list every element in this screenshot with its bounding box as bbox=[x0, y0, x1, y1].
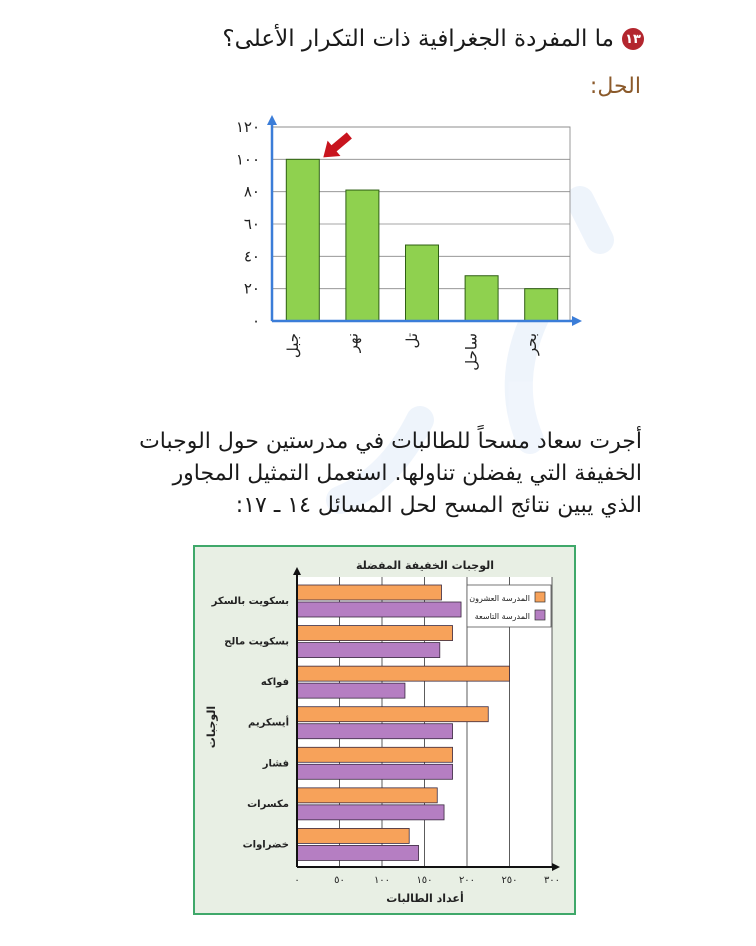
chart2-x-tick-label: ٥٠ bbox=[334, 875, 345, 886]
chart2-bar bbox=[297, 683, 405, 698]
chart1-x-tick-label: ساحل bbox=[462, 333, 481, 371]
chart2-x-tick-label: ١٥٠ bbox=[416, 875, 433, 886]
chart2-y-axis-arrowhead bbox=[293, 567, 301, 575]
chart1-x-ticks bbox=[284, 333, 540, 371]
chart2-bar bbox=[297, 707, 488, 722]
chart2-bar bbox=[297, 805, 444, 820]
chart1-bar bbox=[346, 190, 379, 321]
question-text: ما المفردة الجغرافية ذات التكرار الأعلى؟ bbox=[222, 26, 614, 52]
chart1-bar bbox=[525, 289, 558, 321]
question-line bbox=[222, 26, 644, 52]
chart1-bar bbox=[286, 159, 319, 321]
chart1-y-tick-label: ١٢٠ bbox=[235, 118, 260, 136]
chart1-x-tick-label: تل bbox=[403, 333, 421, 349]
chart2-x-tick-label: ٢٠٠ bbox=[458, 875, 476, 886]
chart1-y-tick-label: ٠ bbox=[251, 312, 260, 330]
chart2-x-tick-label: ٣٠٠ bbox=[543, 875, 561, 886]
chart2-bar bbox=[297, 643, 440, 658]
snacks-double-bar-chart bbox=[195, 547, 574, 913]
chart1-y-tick-label: ١٠٠ bbox=[235, 150, 260, 169]
paragraph-line: الخفيفة التي يفضلن تناولها. استعمل التمثيل المجاور bbox=[172, 461, 642, 486]
landform-bar-chart bbox=[225, 115, 595, 390]
chart2-legend-label: المدرسة العشرون bbox=[469, 594, 530, 603]
chart1-y-tick-label: ٢٠ bbox=[243, 279, 260, 298]
chart1-x-tick-label: بحر bbox=[522, 333, 541, 356]
chart1-bar bbox=[406, 245, 439, 321]
chart2-category-label: بسكويت بالسكر bbox=[211, 596, 289, 607]
chart2-category-label: بسكويت مالح bbox=[224, 636, 289, 648]
chart2-x-tick-label: ٠ bbox=[294, 875, 300, 886]
chart1-y-axis-arrowhead bbox=[267, 115, 277, 125]
chart1-y-tick-label: ٦٠ bbox=[243, 215, 260, 233]
chart2-legend bbox=[467, 585, 551, 627]
chart2-bar bbox=[297, 602, 461, 617]
chart2-bar bbox=[297, 788, 437, 803]
chart2-title: الوجبات الخفيفة المفضلة bbox=[355, 559, 495, 572]
problem-paragraph bbox=[102, 426, 642, 522]
chart2-bar bbox=[297, 585, 442, 600]
chart2-category-label: مكسرات bbox=[247, 798, 289, 810]
paragraph-line: أجرت سعاد مسحاً للطالبات في مدرستين حول الوجبات bbox=[139, 429, 642, 454]
chart2-x-axis-label: أعداد الطالبات bbox=[386, 892, 464, 905]
chart2-legend-label: المدرسة التاسعة bbox=[474, 612, 530, 621]
chart2-category-label: فواكه bbox=[260, 677, 289, 689]
chart2-bar bbox=[297, 724, 453, 739]
chart2-x-tick-label: ١٠٠ bbox=[373, 875, 391, 886]
chart2-x-axis-arrowhead bbox=[552, 863, 560, 871]
chart2-bar bbox=[297, 828, 409, 843]
chart2-category-label: أيسكريم bbox=[248, 717, 289, 729]
chart2-category-label: خضراوات bbox=[242, 839, 289, 851]
chart2-bar bbox=[297, 845, 419, 860]
snacks-chart-frame bbox=[193, 545, 576, 915]
chart2-x-tick-label: ٢٥٠ bbox=[501, 875, 518, 886]
chart1-y-ticks bbox=[236, 118, 260, 330]
chart2-bar bbox=[297, 747, 453, 762]
chart2-category-labels bbox=[211, 596, 289, 850]
chart2-bar bbox=[297, 764, 453, 779]
chart2-y-axis-label: الوجبات bbox=[205, 705, 218, 749]
chart1-y-tick-label: ٨٠ bbox=[243, 182, 260, 201]
chart1-x-axis-arrowhead bbox=[572, 316, 582, 326]
question-number-badge: ١٣ bbox=[622, 28, 644, 50]
solution-label: الحل: bbox=[589, 74, 641, 99]
paragraph-line: الذي يبين نتائج المسح لحل المسائل ١٤ ـ ١٧: bbox=[235, 493, 642, 518]
chart1-bar bbox=[465, 276, 498, 321]
chart1-y-tick-label: ٤٠ bbox=[243, 247, 260, 266]
chart2-x-ticks bbox=[294, 875, 560, 886]
chart2-bar bbox=[297, 666, 510, 681]
chart2-bar bbox=[297, 626, 453, 641]
chart2-legend-swatch bbox=[535, 610, 545, 620]
chart1-x-tick-label: نهر bbox=[343, 333, 362, 353]
chart2-legend-swatch bbox=[535, 592, 545, 602]
chart1-x-tick-label: جبل bbox=[283, 333, 302, 359]
chart2-category-label: فشار bbox=[262, 758, 289, 770]
